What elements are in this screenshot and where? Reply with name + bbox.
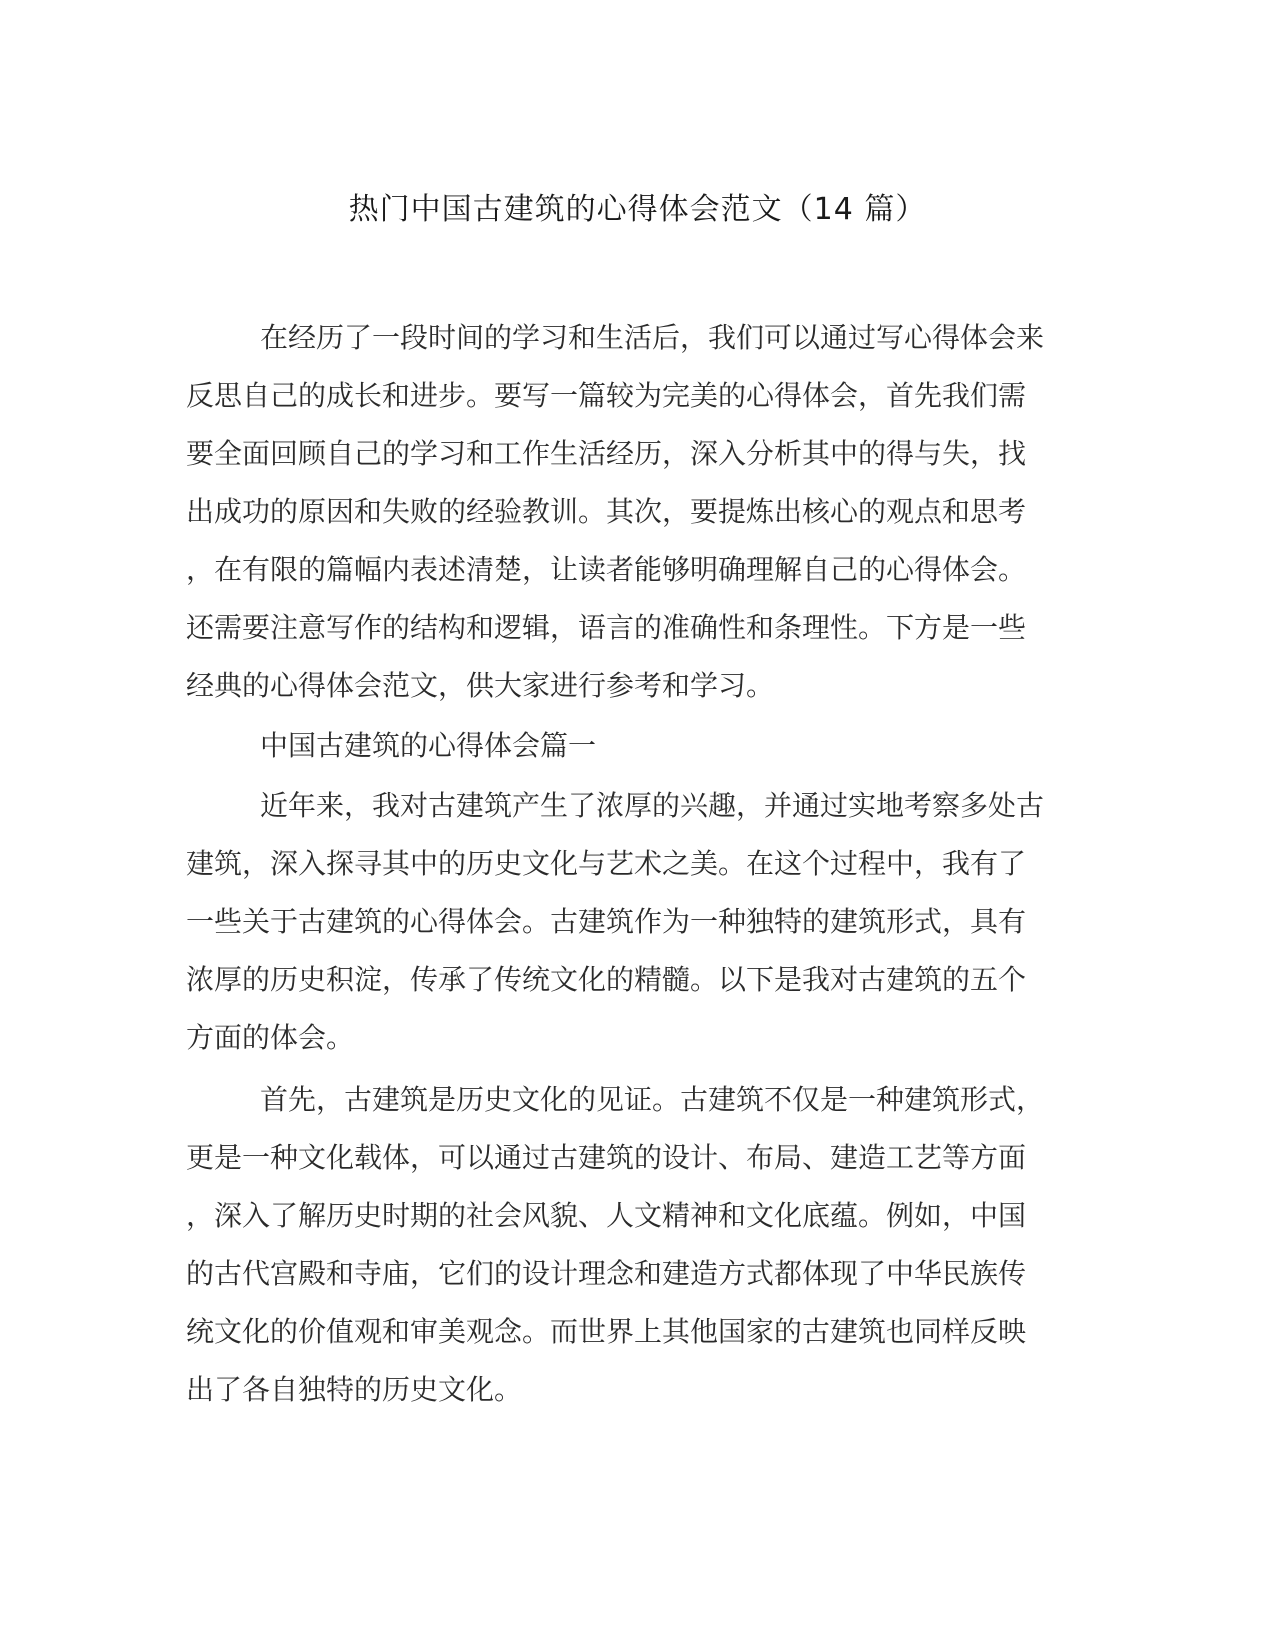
- paragraph-line: 经典的心得体会范文，供大家进行参考和学习。: [186, 669, 775, 702]
- paragraph-line: 首先，古建筑是历史文化的见证。古建筑不仅是一种建筑形式，: [260, 1083, 1045, 1116]
- paragraph-line: 更是一种文化载体，可以通过古建筑的设计、布局、建造工艺等方面: [186, 1141, 1027, 1174]
- paragraph-line: 的古代宫殿和寺庙，它们的设计理念和建造方式都体现了中华民族传: [186, 1257, 1027, 1290]
- paragraph-line: 在经历了一段时间的学习和生活后，我们可以通过写心得体会来: [260, 321, 1045, 354]
- paragraph-line: ，在有限的篇幅内表述清楚，让读者能够明确理解自己的心得体会。: [186, 553, 1027, 586]
- paragraph-line: 建筑，深入探寻其中的历史文化与艺术之美。在这个过程中，我有了: [186, 847, 1027, 880]
- paragraph-line: 浓厚的历史积淀，传承了传统文化的精髓。以下是我对古建筑的五个: [186, 963, 1027, 996]
- paragraph-line: 近年来，我对古建筑产生了浓厚的兴趣，并通过实地考察多处古: [260, 789, 1045, 822]
- document-title: 热门中国古建筑的心得体会范文（14 篇）: [348, 192, 927, 227]
- section-heading: 中国古建筑的心得体会篇一: [260, 729, 597, 762]
- paragraph-line: 反思自己的成长和进步。要写一篇较为完美的心得体会，首先我们需: [186, 379, 1027, 412]
- paragraph-line: 统文化的价值观和审美观念。而世界上其他国家的古建筑也同样反映: [186, 1315, 1027, 1348]
- paragraph-line: 出了各自独特的历史文化。: [186, 1373, 523, 1406]
- paragraph-line: ，深入了解历史时期的社会风貌、人文精神和文化底蕴。例如，中国: [186, 1199, 1027, 1232]
- paragraph-line: 方面的体会。: [186, 1021, 355, 1054]
- paragraph-line: 还需要注意写作的结构和逻辑，语言的准确性和条理性。下方是一些: [186, 611, 1027, 644]
- paragraph-line: 一些关于古建筑的心得体会。古建筑作为一种独特的建筑形式，具有: [186, 905, 1027, 938]
- paragraph-line: 出成功的原因和失败的经验教训。其次，要提炼出核心的观点和思考: [186, 495, 1027, 528]
- paragraph-line: 要全面回顾自己的学习和工作生活经历，深入分析其中的得与失，找: [186, 437, 1027, 470]
